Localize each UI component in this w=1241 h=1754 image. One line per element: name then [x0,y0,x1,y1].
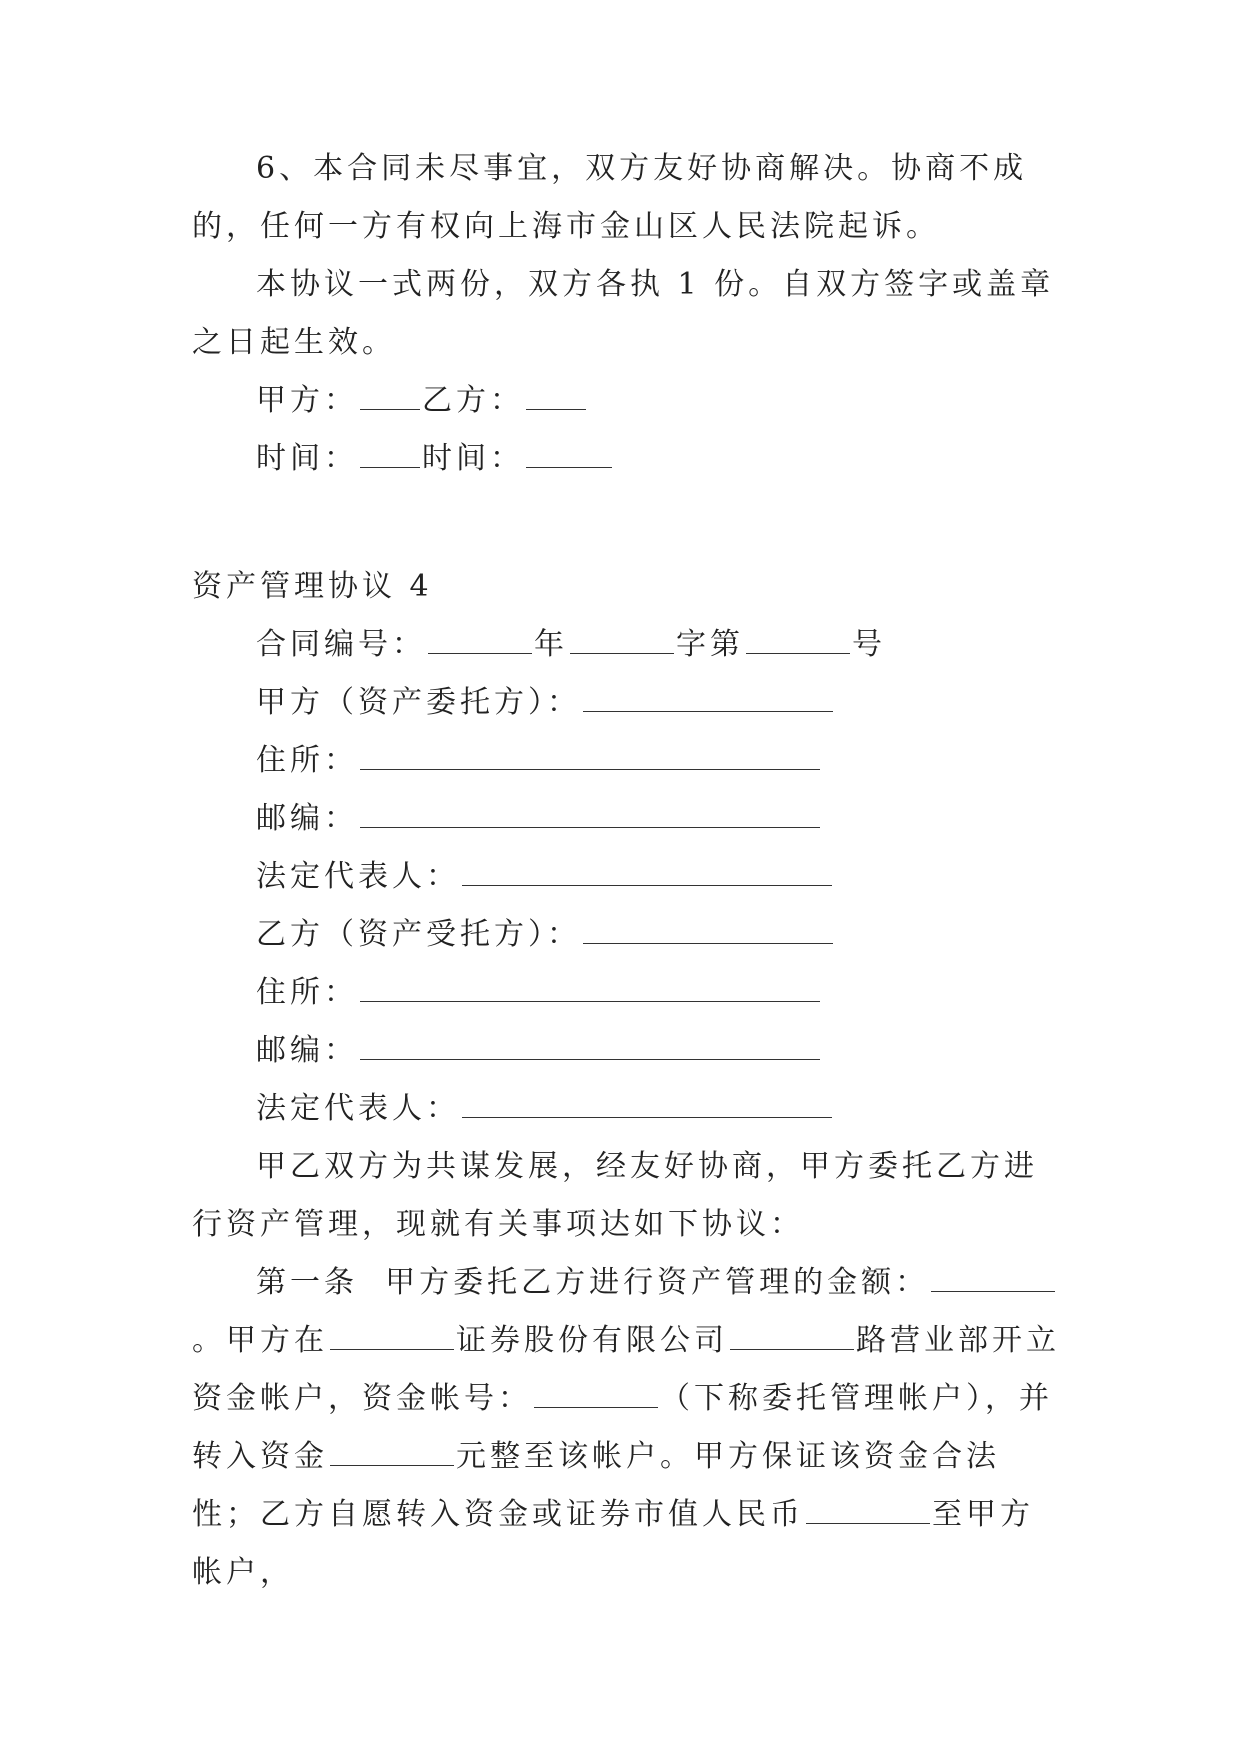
party-b-legal-rep-line [256,1080,834,1138]
party-a-legal-rep-line [256,848,834,906]
sign-time-a-blank [360,437,420,468]
party-a-label: 甲方（资产委托方）： [256,685,581,720]
article-1-brokerage-label: 证券股份有限公司 [456,1323,728,1358]
contract-year-text: 年 [534,627,568,662]
contract-number-suffix: 号 [852,627,886,662]
party-a-postcode-line [256,790,822,848]
sign-time-a-label: 时间： [256,441,358,476]
copies-paragraph: 本协议一式两份，双方各执 1 份。自双方签字或盖章之日起生效。 [192,267,1055,360]
article-1-brokerage-blank [330,1319,454,1350]
contract-number-blank [746,623,850,654]
article-1-transfer-label: （下称委托管理帐户），并转入资金 [192,1381,1053,1474]
contract-char-blank [570,623,674,654]
party-b-line [256,906,835,964]
article-1-account-label: 路营业部开立资金帐户，资金帐号： [192,1323,1060,1416]
article-1-transfer-amount-blank [330,1435,454,1466]
party-b-postcode-blank [360,1029,820,1060]
article-1-branch-blank [730,1319,854,1350]
party-b-address-line [256,964,822,1022]
contract-number-label: 合同编号： [256,627,426,662]
party-a-blank [583,681,833,712]
sign-time-b-label: 时间： [422,441,524,476]
article-1-amount-label: 第一条 甲方委托乙方进行资产管理的金额： [256,1265,930,1300]
contract-year-blank [428,623,532,654]
party-a-postcode-label: 邮编： [256,801,358,836]
article-1-tail-text: 至甲方帐户， [192,1497,1034,1590]
sign-party-a-blank [360,379,420,410]
article-1-rmb-blank [806,1493,930,1524]
document-title: 资产管理协议 4 [192,569,433,604]
party-b-legal-rep-label: 法定代表人： [256,1091,460,1126]
party-b-label: 乙方（资产受托方）： [256,917,581,952]
signature-time-line [256,430,614,488]
party-a-postcode-blank [360,797,820,828]
article-1-paragraph [192,1254,1062,1602]
clause-6-paragraph: 6、本合同未尽事宜，双方友好协商解决。协商不成的，任何一方有权向上海市金山区人民法院起诉。 [192,151,1028,244]
sign-time-b-blank [526,437,612,468]
sign-party-b-label: 乙方： [422,383,524,418]
sign-party-a-label: 甲方： [256,383,358,418]
party-a-address-line [256,732,822,790]
article-1-account-intro: 。甲方在 [192,1323,328,1358]
article-1-account-number-blank [534,1377,658,1408]
party-b-postcode-label: 邮编： [256,1033,358,1068]
party-b-address-blank [360,971,820,1002]
party-a-legal-rep-label: 法定代表人： [256,859,460,894]
sign-party-b-blank [526,379,586,410]
party-a-address-label: 住所： [256,743,358,778]
party-b-address-label: 住所： [256,975,358,1010]
party-b-blank [583,913,833,944]
party-a-address-blank [360,739,820,770]
party-b-postcode-line [256,1022,822,1080]
party-a-legal-rep-blank [462,855,832,886]
contract-number-line [256,616,886,674]
contract-char-text: 字第 [676,627,744,662]
party-a-line [256,674,835,732]
party-b-legal-rep-blank [462,1087,832,1118]
signature-party-line [256,372,588,430]
article-1-legality-text: 元整至该帐户。甲方保证该资金合法性；乙方自愿转入资金或证券市值人民币 [192,1439,1000,1532]
article-1-amount-blank [931,1261,1055,1292]
intro-paragraph: 甲乙双方为共谋发展，经友好协商，甲方委托乙方进行资产管理，现就有关事项达如下协议： [192,1149,1038,1242]
